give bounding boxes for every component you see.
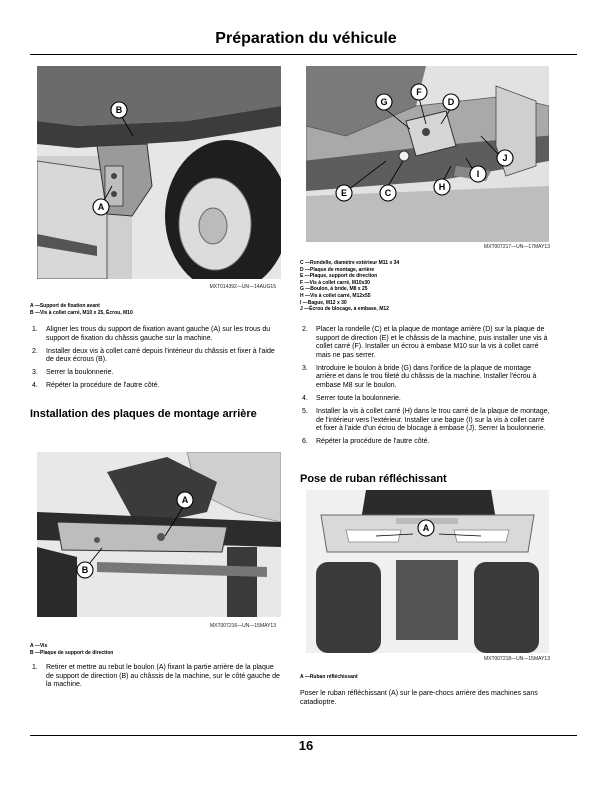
step-item: 6. Répéter la procédure de l'autre côté. bbox=[302, 438, 430, 446]
figure-reflective-tape bbox=[306, 490, 549, 653]
figure-steering-plate-caption: MXT007216—UN—15MAY13 bbox=[209, 623, 276, 629]
step-item: 4. Répéter la procédure de l'autre côté. bbox=[32, 382, 160, 390]
legend-item: G —Boulon, à bride, M8 x 25 bbox=[300, 286, 368, 293]
figure-rear-mounting-legend bbox=[300, 260, 399, 313]
legend-item: A —Ruban réfléchissant bbox=[300, 674, 358, 680]
callout-a: A bbox=[422, 523, 430, 533]
step-item: 4. Serrer toute la boulonnerie. bbox=[302, 394, 401, 402]
step-item: 3. Serrer la boulonnerie. bbox=[32, 369, 114, 377]
callout-i: I bbox=[476, 169, 480, 179]
figure-steering-plate bbox=[37, 452, 281, 617]
callouts-layer bbox=[306, 490, 549, 653]
legend-item: H —Vis à collet carré, M12x55 bbox=[300, 292, 371, 299]
figure-rear-mounting-caption: MXT007217—UN—17MAY13 bbox=[483, 244, 550, 250]
callout-a: A bbox=[97, 202, 105, 212]
callout-b: B bbox=[115, 105, 123, 115]
legend-item: E —Plaque, support de direction bbox=[300, 273, 378, 280]
page-number: 16 bbox=[298, 738, 314, 753]
step-item: 2. Installer deux vis à collet carré depuis l'intérieur du châssis et fixer à l'aide de deux écrous (B). bbox=[32, 347, 275, 364]
figure-reflective-tape-caption: MXT007218—UN—15MAY13 bbox=[483, 656, 550, 662]
legend-item: A —Vis bbox=[30, 643, 48, 649]
legend-item: I —Bague, M12 x 30 bbox=[300, 299, 347, 306]
callout-d: D bbox=[447, 97, 455, 107]
callouts-layer bbox=[37, 452, 281, 617]
callout-c: C bbox=[384, 188, 392, 198]
callouts-layer bbox=[37, 66, 281, 279]
bottom-rule bbox=[30, 735, 577, 736]
steps-rear-plates bbox=[300, 326, 552, 451]
callout-j: J bbox=[502, 153, 508, 163]
top-rule bbox=[30, 54, 577, 55]
reflective-tape-instruction: Poser le ruban réfléchissant (A) sur le pare-chocs arrière des machines sans catadioptre. bbox=[300, 690, 538, 706]
steps-front-bracket bbox=[30, 326, 280, 395]
step-item: 1. Retirer et mettre au rebut le boulon (A) fixant la partie arrière de la plaque de support de direction (B) au châssis de la machine, sur le côté gauche de la machine. bbox=[32, 664, 280, 689]
figure-front-bracket-caption: MXT014392—UN—14AUG15 bbox=[209, 284, 276, 290]
legend-item: A —Support de fixation avant bbox=[30, 303, 100, 309]
callout-b: B bbox=[81, 565, 89, 575]
legend-item: J —Écrou de blocage, à embase, M12 bbox=[300, 306, 389, 313]
figure-rear-mounting-plate bbox=[306, 66, 549, 242]
section-heading-rear-plates: Installation des plaques de montage arrière bbox=[30, 408, 257, 420]
figure-front-bracket bbox=[37, 66, 281, 279]
callout-f: F bbox=[416, 87, 422, 97]
figure-reflective-tape-legend bbox=[300, 674, 358, 681]
legend-item: F —Vis à collet carré, M10x30 bbox=[300, 279, 370, 286]
legend-item: B —Vis à collet carré, M10 x 25, Écrou, M10 bbox=[30, 309, 133, 316]
legend-item: D —Plaque de montage, arrière bbox=[300, 266, 375, 273]
steps-remove-bolt bbox=[30, 664, 280, 694]
legend-item: B —Plaque de support de direction bbox=[30, 649, 114, 656]
figure-front-bracket-legend bbox=[30, 303, 133, 316]
step-item: 5. Installer la vis à collet carré (H) dans le trou carré de la plaque de montage, de l'intérieur vers l'extérieur. Installer une bague (I) sur la vis à collet carré et fixer à l'aide d'un écrou de blocage à embase (J). Serrer la boulonnerie. bbox=[302, 407, 550, 433]
callout-a: A bbox=[181, 495, 189, 505]
section-heading-reflective-tape: Pose de ruban réfléchissant bbox=[300, 473, 447, 485]
callout-e: E bbox=[340, 188, 348, 198]
step-item: 3. Introduire le boulon à bride (G) dans l'orifice de la plaque de montage arrière et dans le trou fileté du châssis de la machine. Installer l'écrou à embase M8 sur le boulon. bbox=[302, 364, 537, 389]
callout-h: H bbox=[438, 182, 446, 192]
callouts-layer bbox=[306, 66, 549, 242]
step-item: 2. Placer la rondelle (C) et la plaque de montage arrière (D) sur la plaque de support de direction (E) et le châssis de la machine, puis installer une vis à collet carré (F). Installer un écrou à embase M10 sur la vis à collet carré mais ne pas serrer. bbox=[302, 326, 548, 359]
figure-steering-plate-legend bbox=[30, 643, 113, 656]
callout-g: G bbox=[380, 97, 388, 107]
page-title: Préparation du véhicule bbox=[215, 30, 397, 47]
legend-item: C —Rondelle, diamètre extérieur M11 x 34 bbox=[300, 260, 400, 266]
step-item: 1. Aligner les trous du support de fixation avant gauche (A) sur les trous du support de fixation du châssis gauche sur la machine. bbox=[32, 326, 271, 342]
